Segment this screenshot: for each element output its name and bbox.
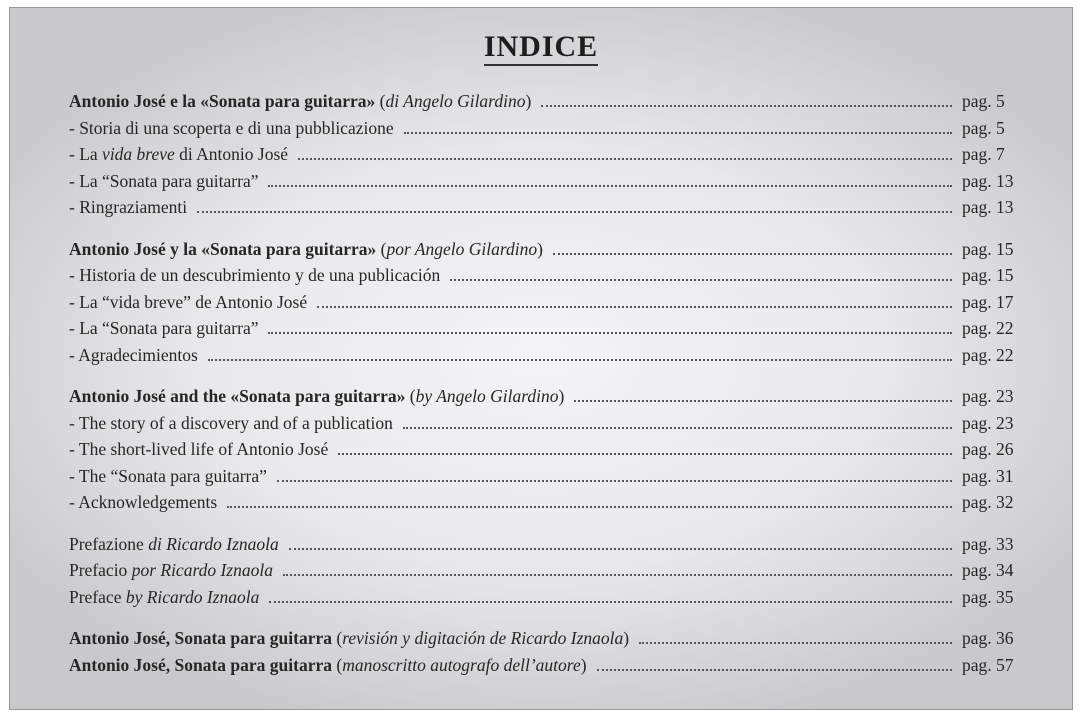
entry-title-italic: por Ricardo Iznaola	[131, 560, 273, 580]
toc-section	[69, 88, 1024, 221]
entry-title: Antonio José y la «Sonata para guitarra» (por Angelo Gilardino)	[69, 238, 543, 259]
entry-title-italic: revisión y digitación de Ricardo Iznaola	[342, 628, 624, 648]
entry-title	[69, 557, 283, 584]
page-number: pag. 34	[962, 560, 1014, 580]
toc-entry[interactable]	[69, 436, 1024, 463]
toc-entry[interactable]	[69, 531, 1024, 558]
entry-title-main: - The “Sonata para guitarra”	[69, 465, 267, 486]
dot-leader	[197, 210, 952, 213]
dot-leader	[450, 278, 952, 281]
page-number: pag. 5	[962, 117, 1005, 138]
dot-leader	[268, 331, 952, 334]
entry-title-main: Preface	[69, 586, 126, 607]
entry-title: Antonio José and the «Sonata para guitarra» (by Angelo Gilardino)	[69, 386, 565, 406]
dot-leader	[277, 479, 952, 482]
dot-leader	[227, 505, 952, 508]
toc-entry[interactable]	[69, 115, 1024, 142]
entry-title-main: Antonio José e la «Sonata para guitarra»	[69, 91, 376, 111]
dot-leader	[338, 452, 952, 455]
page-number: pag. 31	[962, 465, 1014, 486]
page-number: pag. 13	[962, 170, 1014, 191]
page-number: pag. 26	[962, 439, 1014, 459]
entry-title	[69, 463, 277, 490]
page-number: pag. 22	[962, 318, 1014, 338]
toc-entry[interactable]	[69, 584, 1024, 611]
entry-title: Antonio José, Sonata para guitarra (manoscritto autografo dell’autore)	[69, 654, 587, 675]
entry-title	[69, 584, 269, 611]
entry-title-main: - La “Sonata para guitarra”	[69, 170, 259, 191]
page-number: pag. 7	[962, 144, 1005, 164]
entry-title-suffix: di Antonio José	[174, 144, 289, 164]
toc-entry[interactable]	[69, 262, 1024, 289]
dot-leader	[268, 184, 952, 187]
entry-title-italic: di Ricardo Iznaola	[148, 533, 279, 554]
page-number: pag. 57	[962, 654, 1014, 675]
dot-leader	[639, 641, 952, 644]
page-number: pag. 5	[962, 91, 1005, 111]
page-number: pag. 36	[962, 628, 1014, 648]
entry-title-italic: por Angelo Gilardino	[386, 238, 538, 259]
page-number: pag. 23	[962, 412, 1014, 433]
page-number: pag. 32	[962, 492, 1014, 512]
page-number: pag. 15	[962, 265, 1014, 285]
toc-section	[69, 531, 1024, 611]
entry-title-main: - La “Sonata para guitarra”	[69, 318, 259, 338]
title-text: INDICE	[484, 30, 598, 66]
dot-leader	[298, 157, 952, 160]
entry-title	[69, 531, 289, 558]
dot-leader	[403, 426, 952, 429]
entry-title-italic: di Angelo Gilardino	[385, 91, 526, 111]
dot-leader	[317, 305, 952, 308]
entry-title-main: Antonio José, Sonata para guitarra	[69, 628, 332, 648]
entry-title-main: Antonio José y la «Sonata para guitarra»	[69, 238, 377, 259]
toc-section	[69, 625, 1024, 678]
dot-leader	[597, 668, 952, 671]
dot-leader	[208, 358, 952, 361]
toc-entry[interactable]	[69, 236, 1024, 263]
toc-entry[interactable]	[69, 463, 1024, 490]
entry-title-italic: by Angelo Gilardino	[415, 386, 559, 406]
toc-entry[interactable]	[69, 168, 1024, 195]
entry-title-main: - La “vida breve” de Antonio José	[69, 291, 308, 312]
toc-entry[interactable]	[69, 88, 1024, 115]
entry-title-italic: by Ricardo Iznaola	[125, 586, 260, 607]
toc-entry[interactable]	[69, 557, 1024, 584]
toc-entry[interactable]	[69, 489, 1024, 516]
page-number: pag. 23	[962, 386, 1014, 406]
entry-title-italic: vida breve	[102, 144, 175, 164]
entry-title-main: Antonio José and the «Sonata para guitarra»	[69, 386, 406, 406]
page-number: pag. 15	[962, 238, 1014, 259]
index-page	[9, 7, 1073, 710]
entry-title-main: - Ringraziamenti	[69, 197, 188, 217]
entry-title-main: - Agradecimientos	[69, 344, 198, 365]
entry-title: Antonio José, Sonata para guitarra (revisión y digitación de Ricardo Iznaola)	[69, 628, 630, 648]
entry-title-main: - La	[69, 144, 103, 164]
entry-title-main: - Storia di una scoperta e di una pubblicazione	[69, 117, 394, 138]
page-title	[10, 30, 1072, 64]
toc-entry[interactable]	[69, 141, 1024, 168]
entry-title-main: Prefazione	[69, 533, 149, 554]
toc-entry[interactable]	[69, 342, 1024, 369]
entry-title-main: Antonio José, Sonata para guitarra	[69, 654, 332, 675]
entry-title	[69, 115, 404, 142]
dot-leader	[541, 104, 952, 107]
toc-entry[interactable]	[69, 383, 1024, 410]
dot-leader	[289, 547, 952, 550]
toc-entry[interactable]	[69, 315, 1024, 342]
page-number: pag. 17	[962, 291, 1014, 312]
entry-title-main: - The story of a discovery and of a publication	[69, 412, 393, 433]
dot-leader	[553, 252, 952, 255]
entry-title-main: - Historia de un descubrimiento y de una publicación	[69, 265, 441, 285]
table-of-contents	[69, 88, 1024, 693]
entry-title-main: Prefacio	[69, 560, 132, 580]
dot-leader	[574, 399, 952, 402]
entry-title-main: - Acknowledgements	[69, 492, 218, 512]
toc-entry[interactable]	[69, 289, 1024, 316]
entry-title	[69, 342, 208, 369]
toc-section	[69, 383, 1024, 516]
page-number: pag. 33	[962, 533, 1014, 554]
entry-title	[69, 436, 338, 463]
entry-title	[69, 168, 268, 195]
entry-title	[69, 194, 197, 221]
entry-title	[69, 289, 317, 316]
toc-entry[interactable]	[69, 652, 1024, 679]
entry-title	[69, 410, 403, 437]
toc-entry[interactable]	[69, 625, 1024, 652]
entry-title	[69, 262, 450, 289]
page-number: pag. 35	[962, 586, 1014, 607]
page-number: pag. 13	[962, 197, 1014, 217]
entry-title	[69, 141, 298, 168]
entry-title: Antonio José e la «Sonata para guitarra» (di Angelo Gilardino)	[69, 91, 532, 111]
entry-title	[69, 489, 227, 516]
entry-title-main: - The short-lived life of Antonio José	[69, 439, 329, 459]
toc-entry[interactable]	[69, 194, 1024, 221]
toc-entry[interactable]	[69, 410, 1024, 437]
dot-leader	[269, 600, 952, 603]
page-number: pag. 22	[962, 344, 1014, 365]
dot-leader	[404, 131, 952, 134]
toc-section	[69, 236, 1024, 369]
dot-leader	[283, 573, 952, 576]
entry-title	[69, 315, 268, 342]
entry-title-italic: manoscritto autografo dell’autore	[342, 654, 581, 675]
